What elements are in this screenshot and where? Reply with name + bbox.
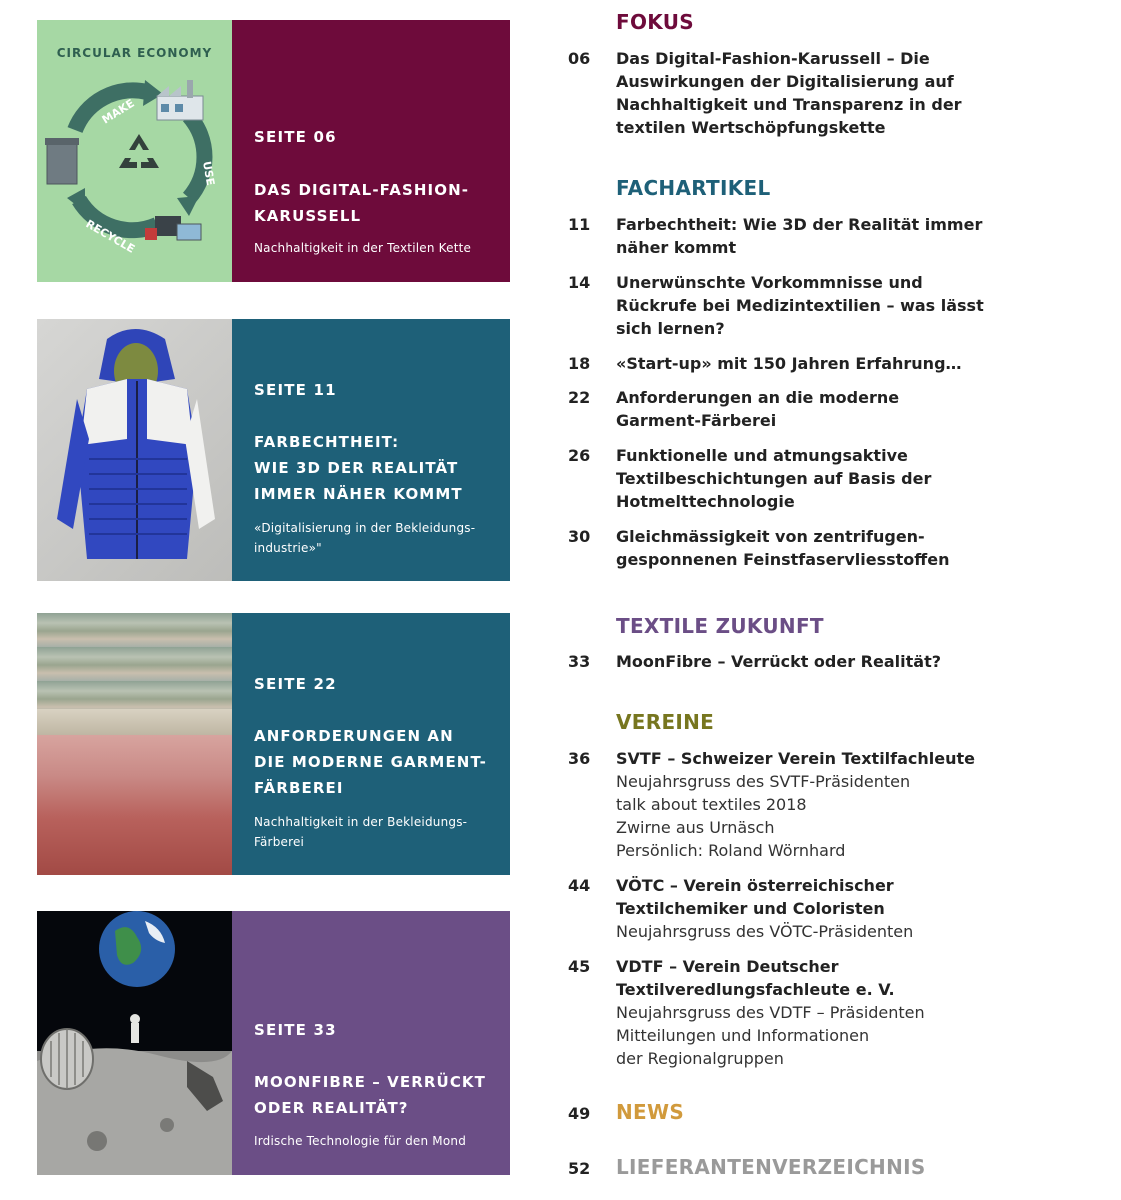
toc-entry-title: [616, 874, 986, 920]
toc-page-number: 30: [568, 527, 591, 546]
teaser-subtitle-line: Nachhaltigkeit in der Textilen Kette: [254, 241, 472, 255]
section-heading-news: NEWS: [616, 1100, 685, 1124]
toc-entry-title: [616, 352, 986, 375]
teaser-subtitle-line: Irdische Technologie für den Mond: [254, 1134, 467, 1148]
toc-subline: Persönlich: Roland Wörnhard: [616, 841, 846, 860]
teaser-page-label: SEITE 22: [254, 675, 337, 693]
toc-title-line: Gleichmässigkeit von zentrifugen-: [616, 527, 925, 546]
toc-subline: Neujahrsgruss des VÖTC-Präsidenten: [616, 922, 914, 941]
toc-entry-title: [616, 525, 986, 571]
teaser-seite-22[interactable]: [37, 613, 510, 875]
toc-entry-title: [616, 747, 1036, 770]
toc-title-line: textilen Wertschöpfungskette: [616, 118, 886, 137]
toc-title-line: Textilchemiker und Coloristen: [616, 899, 885, 918]
toc-page-number: 52: [568, 1159, 591, 1178]
toc-subline: talk about textiles 2018: [616, 795, 807, 814]
teaser-title-line: WIE 3D DER REALITÄT: [254, 459, 459, 477]
toc-entry-title: [616, 650, 986, 673]
toc-title-line: SVTF – Schweizer Verein Textilfachleute: [616, 749, 976, 768]
toc-subline: Neujahrsgruss des VDTF – Präsidenten: [616, 1003, 925, 1022]
teaser-subtitle: [254, 812, 498, 852]
toc-title-line: VÖTC – Verein österreichischer: [616, 876, 894, 895]
teaser-panel: [232, 911, 510, 1175]
toc-entry-sublines: [616, 1001, 1036, 1070]
toc-page-number: 49: [568, 1104, 591, 1123]
teaser-page-label: SEITE 06: [254, 128, 337, 146]
use-label: USE: [200, 160, 218, 187]
section-heading-vereine: VEREINE: [616, 710, 715, 734]
teaser-seite-33[interactable]: [37, 911, 510, 1175]
teaser-title-line: ODER REALITÄT?: [254, 1099, 409, 1117]
teaser-panel: [232, 319, 510, 581]
teaser-title-line: IMMER NÄHER KOMMT: [254, 485, 463, 503]
teaser-subtitle-line: Nachhaltigkeit in der Bekleidungs-: [254, 815, 468, 829]
recycle-label: RECYCLE: [83, 217, 137, 256]
red-fabric-layers: [37, 733, 232, 875]
toc-title-line: Hotmelttechnologie: [616, 492, 795, 511]
toc-title-line: MoonFibre – Verrückt oder Realität?: [616, 652, 941, 671]
toc-title-line: «Start-up» mit 150 Jahren Erfahrung…: [616, 354, 962, 373]
teaser-page-label: SEITE 33: [254, 1021, 337, 1039]
teaser-title-line: MOONFIBRE – VERRÜCKT: [254, 1073, 486, 1091]
teaser-seite-06[interactable]: [37, 20, 510, 282]
toc-entry-title: [616, 444, 986, 513]
toc-page-number: 18: [568, 354, 591, 373]
teaser-panel: [232, 613, 510, 875]
teaser-seite-11[interactable]: [37, 319, 510, 581]
teaser-title-line: DAS DIGITAL-FASHION-: [254, 181, 470, 199]
toc-entry-title: [616, 271, 986, 340]
section-heading-textile-zukunft: TEXTILE ZUKUNFT: [616, 614, 824, 638]
toc-title-line: VDTF – Verein Deutscher: [616, 957, 839, 976]
jacket-graphic: [37, 319, 232, 581]
toc-page-number: 26: [568, 446, 591, 465]
toc-page-number: 36: [568, 749, 591, 768]
toc-entry-sublines: [616, 770, 1036, 862]
toc-title-line: näher kommt: [616, 238, 737, 257]
moon-base-image: [37, 911, 232, 1175]
teaser-title-line: ANFORDERUNGEN AN: [254, 727, 454, 745]
toc-title-line: Anforderungen an die moderne: [616, 388, 900, 407]
toc-title-line: Textilbeschichtungen auf Basis der: [616, 469, 932, 488]
toc-title-line: Auswirkungen der Digitalisierung auf: [616, 72, 954, 91]
toc-title-line: Textilveredlungsfachleute e. V.: [616, 980, 895, 999]
teaser-subtitle-line: «Digitalisierung in der Bekleidungs-: [254, 521, 476, 535]
toc-title-line: Nachhaltigkeit und Transparenz in der: [616, 95, 962, 114]
toc-title-line: Das Digital-Fashion-Karussell – Die: [616, 49, 930, 68]
section-heading-fachartikel: FACHARTIKEL: [616, 176, 771, 200]
teaser-title-line: KARUSSELL: [254, 207, 362, 225]
toc-entry-title: [616, 47, 986, 139]
teaser-subtitle: [254, 518, 498, 558]
section-heading-lieferantenverzeichnis: LIEFERANTENVERZEICHNIS: [616, 1155, 926, 1179]
toc-title-line: Funktionelle und atmungsaktive: [616, 446, 908, 465]
teaser-title: [254, 723, 500, 801]
toc-entry-sublines: [616, 920, 1036, 943]
toc-title-line: Farbechtheit: Wie 3D der Realität immer: [616, 215, 983, 234]
toc-title-line: Unerwünschte Vorkommnisse und: [616, 273, 923, 292]
toc-page-number: 44: [568, 876, 591, 895]
teaser-panel: [232, 20, 510, 282]
toc-page-number: 06: [568, 49, 591, 68]
toc-title-line: Garment-Färberei: [616, 411, 777, 430]
teaser-title-line: FÄRBEREI: [254, 779, 344, 797]
folded-fabrics-image: [37, 613, 232, 875]
toc-title-line: Rückrufe bei Medizintextilien – was lässt: [616, 296, 984, 315]
teaser-page-label: SEITE 11: [254, 381, 337, 399]
toc-entry-title: [616, 955, 986, 1001]
teaser-title: [254, 429, 500, 507]
section-heading-fokus: FOKUS: [616, 10, 694, 34]
toc-page-number: 14: [568, 273, 591, 292]
toc-subline: Mitteilungen und Informationen: [616, 1026, 870, 1045]
teaser-subtitle: [254, 1131, 498, 1151]
teaser-subtitle: [254, 238, 498, 258]
make-label: MAKE: [99, 96, 137, 127]
toc-subline: Neujahrsgruss des SVTF-Präsidenten: [616, 772, 911, 791]
toc-entry-title: [616, 213, 986, 259]
teaser-subtitle-line: Färberei: [254, 835, 305, 849]
circular-economy-label: CIRCULAR ECONOMY: [56, 46, 213, 60]
teaser-subtitle-line: industrie»": [254, 541, 322, 555]
teaser-title: [254, 1069, 500, 1121]
toc-subline: Zwirne aus Urnäsch: [616, 818, 775, 837]
toc-title-line: gesponnenen Feinstfaservliesstoffen: [616, 550, 950, 569]
moon-graphic: [37, 911, 232, 1175]
teaser-title-line: DIE MODERNE GARMENT-: [254, 753, 487, 771]
toc-page-number: 22: [568, 388, 591, 407]
toc-page-number: 11: [568, 215, 591, 234]
beige-fabric-layer: [37, 709, 232, 735]
toc-title-line: sich lernen?: [616, 319, 725, 338]
toc-subline: der Regionalgruppen: [616, 1049, 784, 1068]
jacket-image: [37, 319, 232, 581]
toc-entry-title: [616, 386, 986, 432]
teaser-title: [254, 177, 500, 229]
teaser-title-line: FARBECHTHEIT:: [254, 433, 400, 451]
toc-page-number: 33: [568, 652, 591, 671]
circular-economy-illustration: [37, 20, 232, 282]
recycle-cycle-graphic: [37, 20, 232, 282]
toc-page-number: 45: [568, 957, 591, 976]
